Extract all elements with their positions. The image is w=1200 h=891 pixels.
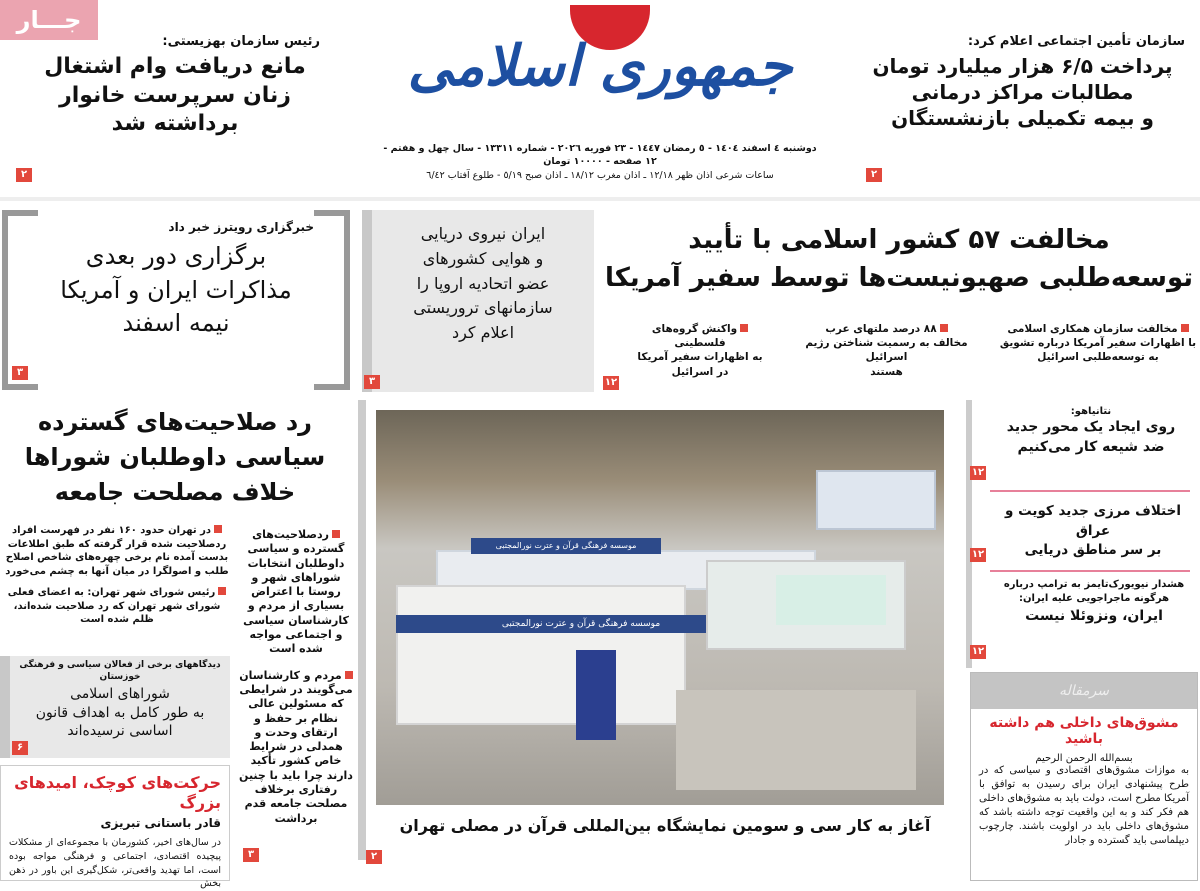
text-line: اعلام کرد xyxy=(451,323,515,343)
text-line: و بیمه تکمیلی بازنشستگان xyxy=(891,106,1154,130)
councils-bullets xyxy=(4,524,230,627)
text-line: ایران نیروی دریایی xyxy=(420,224,546,243)
text-line: مخالفت ۵۷ کشور اسلامی با تأیید xyxy=(688,225,1110,255)
text-line: با اظهارات سفیر آمریکا درباره تشویق xyxy=(999,337,1197,350)
editorial-title: مشوق‌های داخلی هم داشته باشید xyxy=(989,715,1179,747)
booth xyxy=(816,470,936,530)
column-author: قادر باستانی تبریزی xyxy=(100,816,221,830)
side-story[interactable] xyxy=(990,578,1198,624)
text-line: رد صلاحیت‌های گسترده xyxy=(38,408,312,436)
text-line: به اظهارات سفیر آمریکا xyxy=(637,351,763,364)
councils-headline[interactable] xyxy=(0,405,350,509)
side-story[interactable] xyxy=(988,502,1198,561)
top-left-story[interactable] xyxy=(10,34,340,139)
text-line: ۸۸ درصد ملتهای عرب xyxy=(787,322,987,336)
headline xyxy=(985,417,1197,458)
page-number: ۶ xyxy=(12,741,28,755)
headline xyxy=(8,240,344,341)
divider xyxy=(358,400,366,860)
text-line: نیمه اسفند xyxy=(122,309,230,338)
text-line: برگزاری دور بعدی xyxy=(85,242,267,270)
photo-caption[interactable]: آغاز به کار سی و سومین نمایشگاه بین‌المللی قرآن در مصلی تهران xyxy=(399,816,931,835)
basmala: بسم‌الله الرحمن الرحیم xyxy=(1035,753,1133,764)
frame-corner xyxy=(314,210,344,216)
text-line: مخالف به رسمیت شناختن رژیم اسرائیل xyxy=(805,337,968,364)
editorial-banner: سرمقاله xyxy=(971,673,1197,709)
page-number: ٣ xyxy=(243,848,259,862)
subitem[interactable] xyxy=(625,322,775,379)
councils-narrow xyxy=(238,528,354,826)
text-line: و هوایی کشورهای xyxy=(422,248,544,268)
masthead-info xyxy=(380,142,820,182)
text-line: برداشته شد xyxy=(111,111,239,137)
page-number: ٢ xyxy=(16,168,32,182)
bullet: رئیس شورای شهر تهران: به اعضای فعلی شورای شهر تهران که رد صلاحیت شده‌اند، ظلم شده است xyxy=(4,586,230,627)
frame-corner xyxy=(8,210,38,216)
side-story[interactable] xyxy=(985,406,1197,458)
text-line: پرداخت ۶/۵ هزار میلیارد تومان xyxy=(872,54,1173,78)
banner xyxy=(776,575,886,625)
screen xyxy=(576,650,616,740)
kicker: دیدگاههای برخی از فعالان سیاسی و فرهنگی خوزستان xyxy=(19,660,221,682)
page-number: ١٢ xyxy=(971,646,985,657)
text-line: اساسی نرسیده‌اند xyxy=(67,722,173,739)
main-subitems xyxy=(625,322,1198,379)
kicker: سازمان تأمین اجتماعی اعلام کرد: xyxy=(967,34,1185,49)
crowd xyxy=(676,690,916,790)
bullet: در تهران حدود ۱۶۰ نفر در فهرست افراد ردصلاحیت شده قرار گرفته که طبق اطلاعات بدست آمده نام برخی چهره‌های شاخص اصلاح طلب و اصولگرا در میان آنها به چشم می‌خورد xyxy=(5,525,229,577)
text-line: اختلاف مرزی جدید کویت و عراق xyxy=(1005,503,1181,539)
logo-text: جمهوری اسلامی xyxy=(407,33,793,99)
headline: ایران، ونزوئلا نیست xyxy=(1025,608,1163,624)
text-line: ضد شیعه کار می‌کنیم xyxy=(1017,439,1165,456)
eu-story[interactable] xyxy=(362,210,594,392)
column-title: حرکت‌های کوچک، امیدهای بزرگ xyxy=(14,773,221,812)
prayer-times: ساعات شرعی اذان ظهر ١٢/١٨ ـ اذان مغرب ١٨/١٢ ـ اذان صبح ٥/١٩ - طلوع آفتاب ٦/٤٢ xyxy=(426,169,774,181)
divider xyxy=(0,197,1200,201)
text-line: خلاف مصلحت جامعه xyxy=(54,477,296,506)
text-line: به توسعه‌طلبی اسرائیل xyxy=(1037,351,1159,364)
main-headline[interactable] xyxy=(600,222,1198,297)
text-line: بر سر مناطق دریایی xyxy=(1024,542,1162,559)
reuters-story[interactable] xyxy=(2,210,350,390)
text-line: به طور کامل به اهداف قانون xyxy=(35,704,205,721)
headline xyxy=(850,53,1195,131)
page-number: ٢ xyxy=(866,168,882,182)
kicker: نتانیاهو: xyxy=(1070,406,1112,417)
divider xyxy=(990,490,1190,492)
page-number: ١٢ xyxy=(971,467,985,478)
headline xyxy=(10,685,230,740)
text-line: سازمانهای تروریستی xyxy=(413,298,553,318)
text-line: سیاسی داوطلبان شوراها xyxy=(24,442,326,471)
khuzestan-story[interactable] xyxy=(0,656,230,758)
frame-corner xyxy=(314,384,344,390)
text-line: مخالفت سازمان همکاری اسلامی xyxy=(998,322,1198,336)
text-line: شوراهای اسلامی xyxy=(70,686,170,703)
subitem[interactable] xyxy=(998,322,1198,379)
divider xyxy=(990,570,1190,572)
text-line: عضو اتحادیه اروپا را xyxy=(416,273,550,293)
masthead-logo xyxy=(400,5,800,140)
page-number: ٣ xyxy=(364,375,380,389)
text-line: مانع دریافت وام اشتغال xyxy=(44,54,306,79)
kicker: خبرگزاری رویترز خبر داد xyxy=(168,220,314,234)
top-right-story[interactable] xyxy=(850,34,1195,131)
booth-sign: موسسه فرهنگی قرآن و عترت نورالمجتبی xyxy=(396,615,766,633)
headline xyxy=(10,53,340,139)
column-text: در سال‌های اخیر، کشورمان با مجموعه‌ای از مشکلات پیچیده اقتصادی، اجتماعی و فرهنگی مواجه بوده است، اما تهدید واقعی‌تر، شکل‌گیری این باور در ذهن بخش xyxy=(9,837,221,890)
editorial-text: به موازات مشوق‌های اقتصادی و سیاسی که در طرح پیشنهادی ایران برای رسیدن به توافق با آمریکا مطرح است، دولت باید به مشوق‌های داخلی هم فکر کند و به این واقعیت توجه داشته باشد که مشوق‌های داخلی باید در اولویت باشند. چارچوب دیپلماسی باید گسترده و جادار xyxy=(979,765,1189,846)
date-line: دوشنبه ٤ اسفند ١٤٠٤ - ٥ رمضان ١٤٤٧ - ٢٣ فوریه ٢٠٢٦ - شماره ١٣٣١١ - سال چهل و هفتم - ١٢ صفحه - ١٠٠٠٠ تومان xyxy=(383,143,817,168)
text-line: مطالبات مراکز درمانی xyxy=(911,80,1134,104)
text-line: روی ایجاد یک محور جدید xyxy=(1006,419,1176,435)
subitem[interactable] xyxy=(787,322,987,379)
narrow-text: ردصلاحیت‌های گسترده و سیاسی داوطلبان انتخابات شوراهای شهر و روستا با اعتراض بسیاری از مردم و کارشناسان سیاسی و اجتماعی مواجه شده است xyxy=(238,528,354,657)
page-number: ١٢ xyxy=(971,549,985,560)
booth xyxy=(396,585,686,725)
text-line: مذاکرات ایران و آمریکا xyxy=(60,275,292,304)
expo-photo xyxy=(376,410,944,805)
kicker: هشدار نیویورک‌تایمز به ترامپ درباره هرگونه ماجراجویی علیه ایران: xyxy=(1003,579,1185,604)
column-story[interactable] xyxy=(0,765,230,890)
text-line: در اسرائیل xyxy=(671,365,729,378)
text-line: زنان سرپرست خانوار xyxy=(59,82,291,108)
text-line: هستند xyxy=(870,365,903,378)
editorial[interactable] xyxy=(970,672,1198,881)
page-number: ٢ xyxy=(366,850,382,864)
frame-corner xyxy=(8,384,38,390)
text-line: توسعه‌طلبی صهیونیست‌ها توسط سفیر آمریکا xyxy=(604,262,1194,293)
text-line: واکنش گروه‌های فلسطینی xyxy=(625,322,775,350)
kicker: رئیس سازمان بهزیستی: xyxy=(162,34,320,49)
section-badge: جـــار xyxy=(0,0,98,40)
narrow-text: مردم و کارشناسان می‌گویند در شرایطی که مسئولین عالی نظام بر حفظ و ارتقای وحدت و همدلی در شرایط خاص کشور تأکید دارند چرا باید با چنین رفتاری برخلاف مصلحت جامعه قدم برداشت xyxy=(239,668,353,825)
booth-sign: موسسه فرهنگی قرآن و عترت نورالمجتبی xyxy=(471,538,661,554)
divider xyxy=(966,400,972,668)
page-number: ١٢ xyxy=(604,377,618,388)
page-number: ٣ xyxy=(12,366,28,380)
